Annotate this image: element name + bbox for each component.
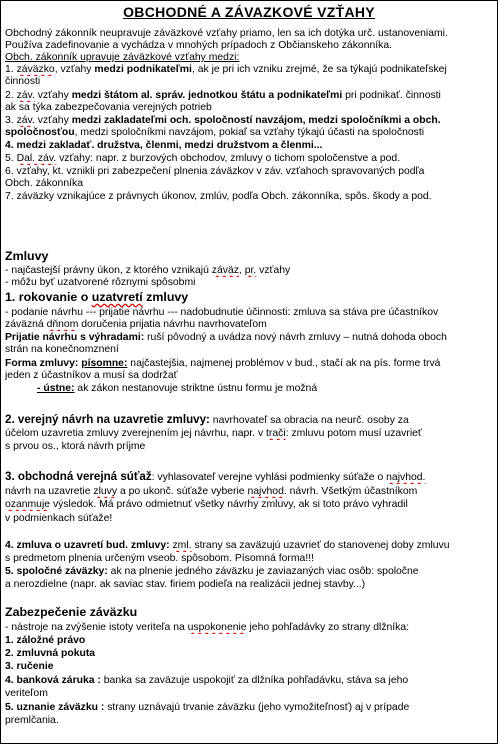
section-3-line-3: ozanmuje výsledok. Má právo odmietnuť všetky návrhy zmluvy, ak si toto právo vyhradil <box>5 499 408 510</box>
zabezpecenie-item-3: 3. ručenie <box>5 661 54 672</box>
item-7: 7. záväzky vznikajúce z právnych úkonov, zmlúv, podľa Obch. zákonníka, spôs. škody a pod. <box>5 191 432 202</box>
item-6-line-2: Obch. zákonníka <box>5 178 83 189</box>
item-2-line-2: ak sa týka zabezpečovania verejných potrieb <box>5 102 212 113</box>
section-1-line-2: záväzná dňnom doručenia prijatia návrhu navrhovateľom <box>5 319 267 330</box>
section-5-line-2: a nerozdielne (napr. ak saviac stav. firiem podieľa na realizácii jednej stavby...) <box>5 579 366 590</box>
section-1-heading: 1. rokovanie o uzatvretí zmluvy <box>5 290 189 304</box>
section-1-line-3: Prijatie návrhu s výhradami: ruší pôvodný a uvádza nový návrh zmluvy – nutná dohoda oboch <box>5 332 447 343</box>
section-2-line-2: účelom uzavretia zmluvy zverejnením jej návrhu, napr. v trači: zmluvu potom musí uzavrieť <box>5 428 422 439</box>
section-3-line-2: návrh na uzavretie zluvy a po ukonč. súťaže vyberie najvhod. návrh. Všetkým účastníkom <box>5 486 418 497</box>
item-5: 5. Dal. záv. vzťahy: napr. z burzových obchodov, zmluvy o tichom spoločenstve a pod. <box>5 153 401 164</box>
section-1-line-6: jeden z účastníkov a musí sa dodržať <box>5 370 178 381</box>
intro-line-2: Používa zadefinovanie a vychádza v mnohých prípadoch z Občianskeho zákonníka. <box>5 40 392 51</box>
zmluvy-line-2: - môžu byť uzatvorené rôznymi spôsobmi <box>5 277 196 288</box>
zmluvy-line-1: - najčastejší právny úkon, z ktorého vznikajú záväz, pr. vzťahy <box>5 265 291 276</box>
section-1-line-1: - podanie návrhu --- prijatie návrhu --- nadobudnutie účinnosti: zmluva sa stáva pre účastníkov <box>5 307 439 318</box>
section-4-line-1: 4. zmluva o uzavretí bud. zmluvy: zml. strany sa zaväzujú uzavrieť do stanovenej doby zmluvu <box>5 540 450 551</box>
item-1-line-2: činnosti <box>5 76 41 87</box>
section-3-line-1: 3. obchodná verejná súťaž: vyhlasovateľ verejne vyhlási podmienky súťaže o najvhod. <box>5 471 426 483</box>
item-3-line-2: spoločnosťou, medzi spoločníkmi navzájom, pokiaľ sa vzťahy týkajú účasti na spoločnosti <box>5 127 425 138</box>
zabezpecenie-heading: Zabezpečenie záväzku <box>5 605 138 619</box>
zabezpecenie-item-4-line-1: 4. banková záruka : banka sa zaväzuje uspokojiť za dlžníka pohľadávku, stáva sa jeho <box>5 675 409 686</box>
item-6-line-1: 6. vzťahy, kt. vznikli pri zabezpečení plnenia záväzkov v záv. vzťahoch spravovaných podľa <box>5 166 425 177</box>
zabezpecenie-item-2: 2. zmluvná pokuta <box>5 648 96 659</box>
item-1-line-1: 1. záväzko, vzťahy medzi podnikateľmi, ak je pri ich vzniku zrejmé, že sa týkajú podnikateľskej <box>5 64 447 75</box>
section-4-line-2: s predmetom plnenia určeným vseob. spôsobom. Písomná forma!!! <box>5 553 314 564</box>
intro-line-1: Obchodný zákonník neupravuje záväzkové vzťahy priamo, len sa ich dotýka urč. ustanoveniami. <box>5 28 448 39</box>
section-5-line-1: 5. spoločné záväzky: ak na plnenie jedného záväzku je zaviazaných viac osôb: spoločne <box>5 566 419 577</box>
zabezpecenie-item-5-line-1: 5. uznanie záväzku : strany uznávajú trvanie záväzku (jeho vymožiteľnosť) aj v prípade <box>5 702 410 713</box>
section-1-line-4: strán na konečnomznení <box>5 344 119 355</box>
section-1-line-5: Forma zmluvy: písomne: najčastejšia, najmenej problémov v bud., stačí ak na pís. forme trvá <box>5 358 441 369</box>
section-2-line-1: 2. verejný návrh na uzavretie zmluvy: navrhovateľ sa obracia na neurč. osoby za <box>5 414 409 426</box>
item-3-line-1: 3. záv. vzťahy medzi zakladateľmi och. spoločností navzájom, medzi spoločníkmi a obch. <box>5 115 441 126</box>
zabezpecenie-item-4-line-2: veriteľom <box>5 688 48 699</box>
zabezpecenie-line-1: - nástroje na zvýšenie istoty veriteľa na uspokonenie jeho pohľadávky zo strany dlžníka: <box>5 622 410 633</box>
zabezpecenie-item-1: 1. záložné právo <box>5 635 86 646</box>
zmluvy-heading: Zmluvy <box>5 249 49 263</box>
section-2-line-3: s prvou os., ktorá návrh príjme <box>5 441 146 452</box>
section-3-line-4: v podmienkach súťaže! <box>5 513 113 524</box>
item-2-line-1: 2. záv. vzťahy medzi štátom al. správ. jednotkou štátu a podnikateľmi pri podnikať. činnosti <box>5 90 441 101</box>
page-title: OBCHODNÉ A ZÁVAZKOVÉ VZŤAHY <box>123 4 375 20</box>
zabezpecenie-item-5-line-2: premlčania. <box>5 715 59 726</box>
obch-heading: Obch. zákonník upravuje záväzkové vzťahy medzi: <box>5 52 240 63</box>
item-4: 4. medzi zakladať. družstva, členmi, medzi družstvom a členmi... <box>5 140 323 151</box>
section-1-line-7: - ústne: ak zákon nestanovuje striktne ústnu formu je možná <box>37 383 318 394</box>
